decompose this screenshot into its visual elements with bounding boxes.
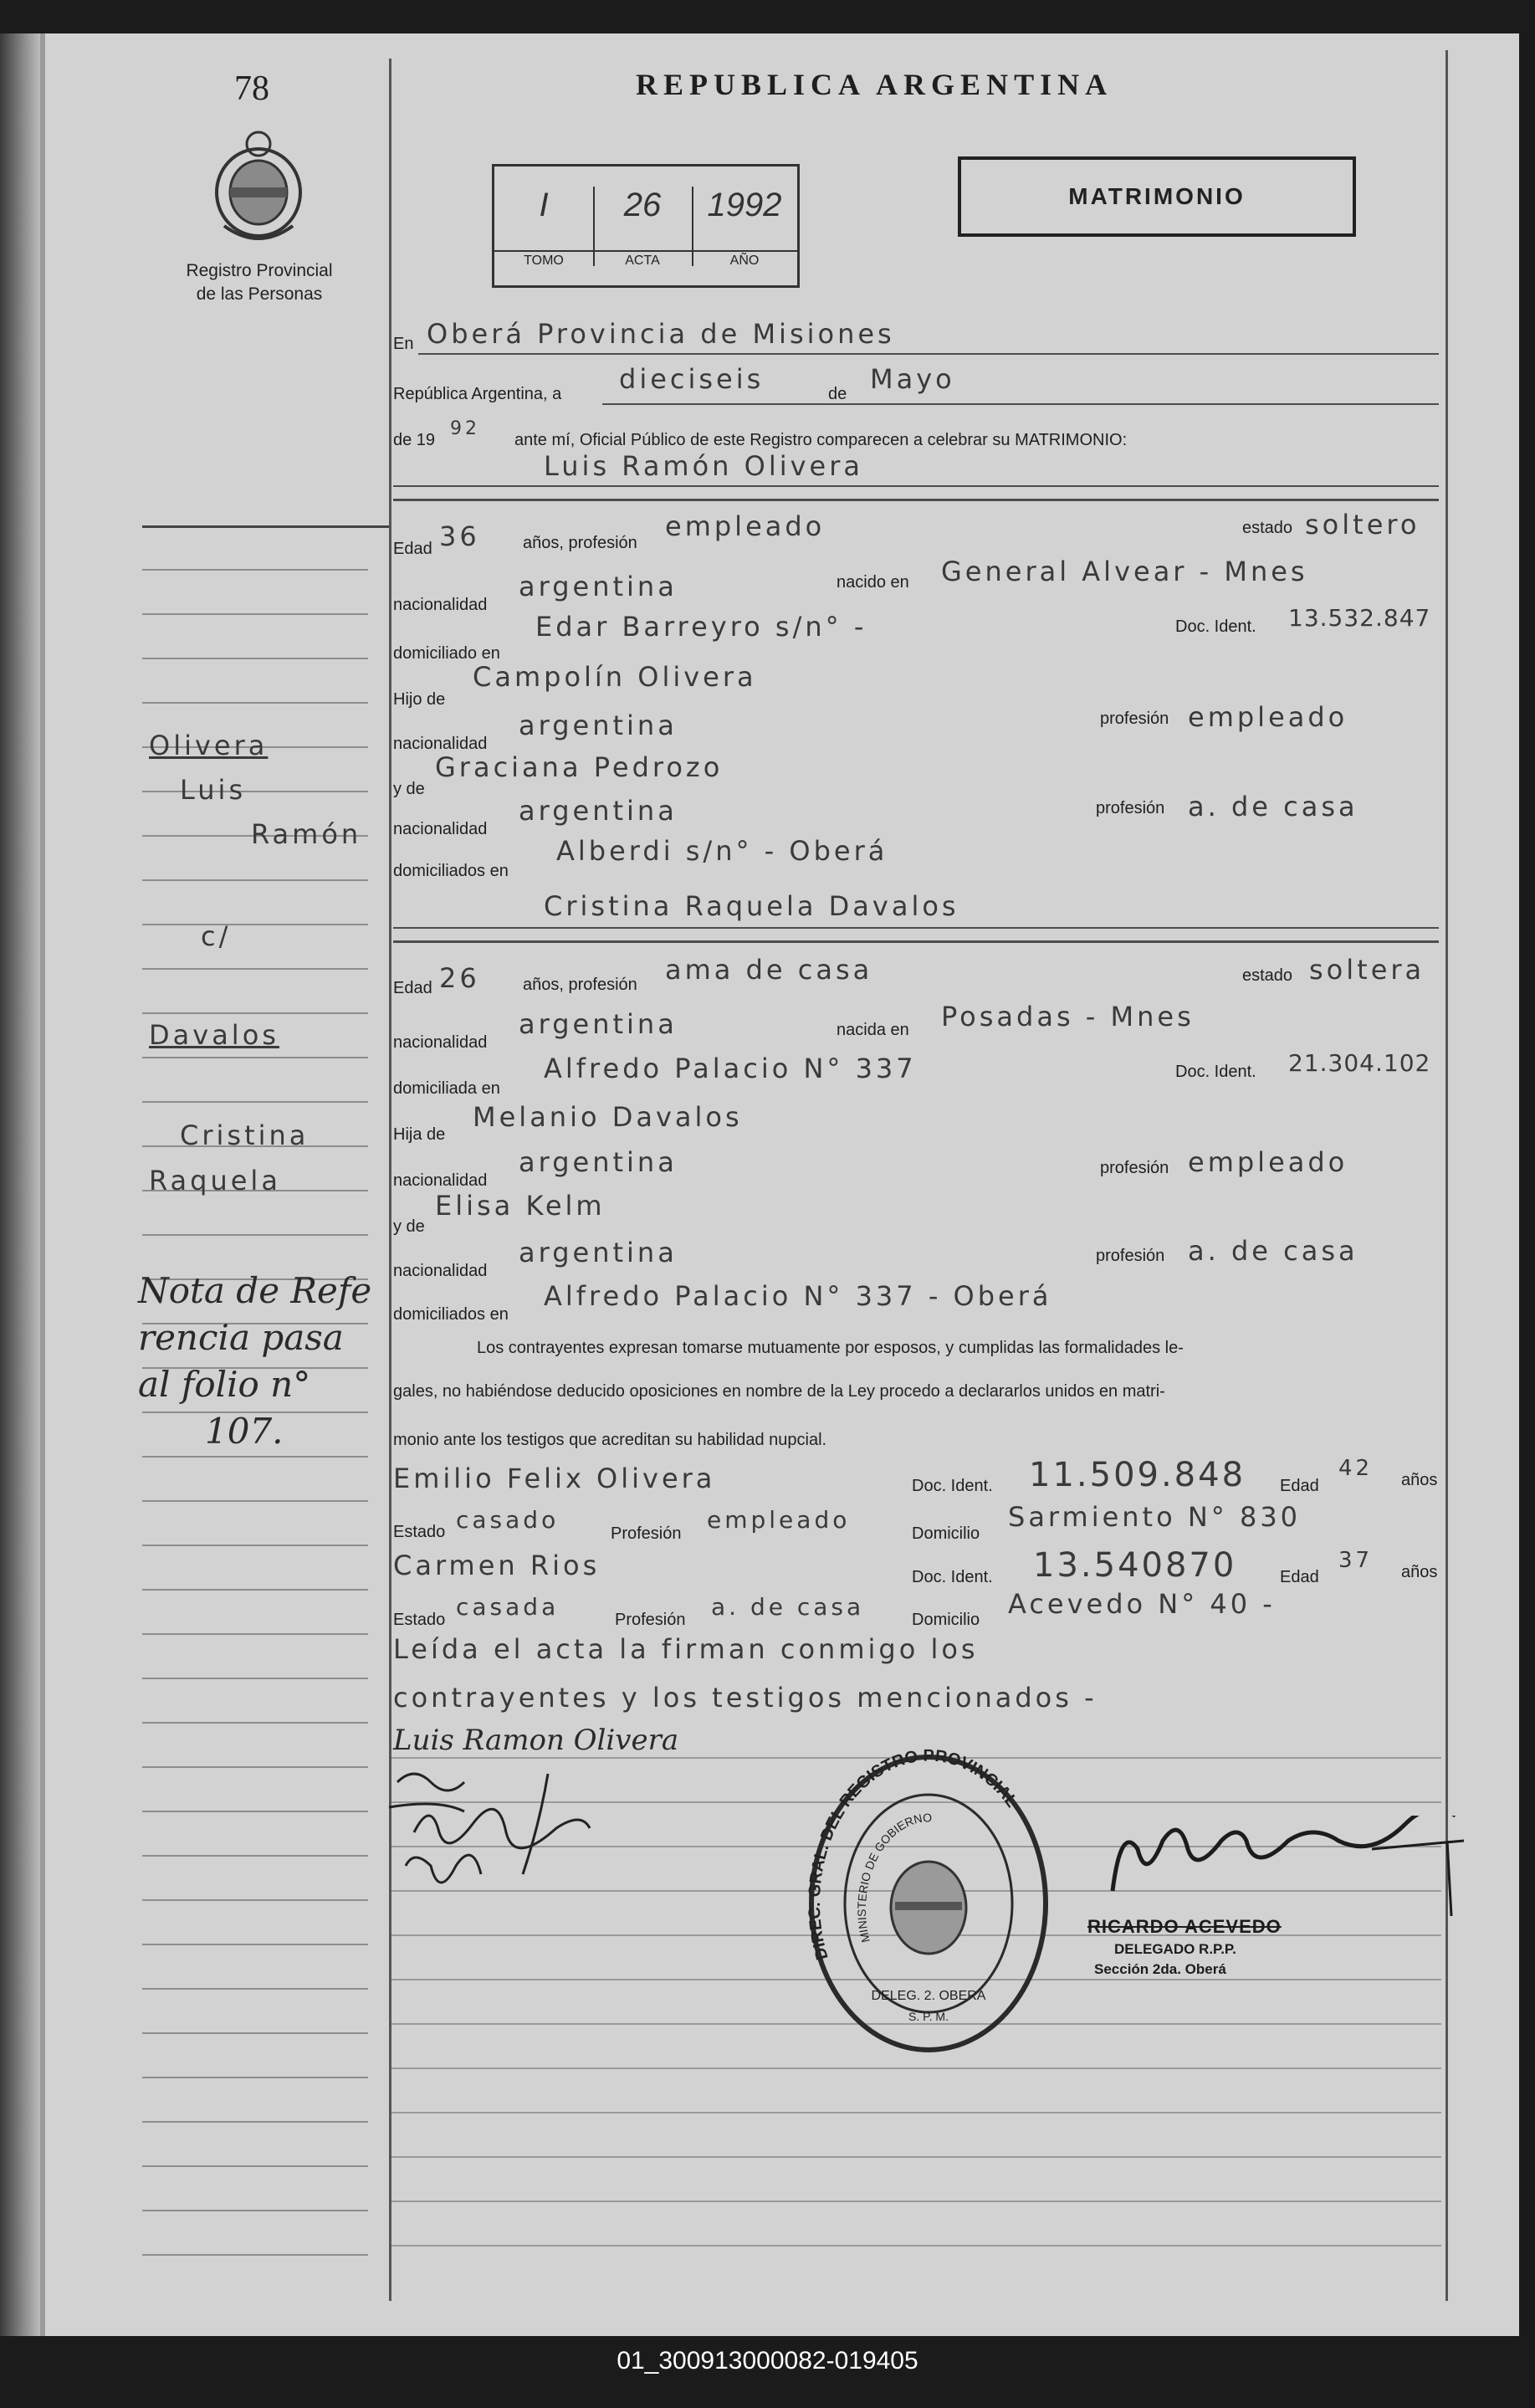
- registry-stamp: [803, 1749, 1054, 2058]
- stamp-emblem-icon: [891, 1862, 966, 1954]
- coat-of-arms-icon: [207, 126, 310, 243]
- witness-1-edad: 42: [1338, 1456, 1374, 1481]
- bride-yde-label: y de: [393, 1217, 425, 1236]
- margin-note-line-1: Nota de Refe: [138, 1270, 372, 1311]
- witness-1-domicilio-label: Domicilio: [912, 1524, 980, 1543]
- bride-hija-label: Hija de: [393, 1125, 446, 1144]
- en-label: En: [393, 335, 414, 353]
- groom-padre-nac-label: nacionalidad: [393, 735, 488, 753]
- groom-domiciliados-label: domiciliados en: [393, 862, 509, 880]
- groom-doc-label: Doc. Ident.: [1175, 617, 1256, 636]
- bride-madre-nac-label: nacionalidad: [393, 1262, 488, 1280]
- bride-madre-prof: a. de casa: [1188, 1235, 1358, 1267]
- groom-nacido: General Alvear - Mnes: [941, 556, 1308, 587]
- bride-estado: soltera: [1309, 954, 1425, 986]
- stamp-sub-text: S. P. M.: [908, 2010, 949, 2023]
- groom-yde-label: y de: [393, 780, 425, 798]
- groom-estado: soltero: [1305, 509, 1420, 541]
- margin-bride-surname: Davalos: [149, 1019, 279, 1051]
- witness-2-name: Carmen Rios: [393, 1550, 601, 1581]
- bride-name: Cristina Raquela Davalos: [544, 890, 959, 922]
- margin-note-line-3: al folio n°: [138, 1364, 311, 1405]
- de-label: de: [828, 385, 847, 403]
- delegate-signature: [1096, 1816, 1481, 1924]
- groom-nacido-label: nacido en: [837, 573, 909, 592]
- witness-2-estado-label: Estado: [393, 1611, 446, 1629]
- margin-bride-given-2: Raquela: [149, 1165, 281, 1196]
- witness-1-estado: casado: [456, 1506, 560, 1534]
- groom-padre: Campolín Olivera: [473, 661, 757, 693]
- margin-bride-given-1: Cristina: [180, 1119, 310, 1151]
- margin-note-line-2: rencia pasa: [138, 1317, 344, 1358]
- stamp-inner-text: MINISTERIO DE GOBIERNO: [854, 1811, 933, 1944]
- witness-1-doc: 11.509.848: [1029, 1456, 1246, 1494]
- groom-signature: Luis Ramon Olivera: [393, 1724, 679, 1757]
- delegate-section: Sección 2da. Oberá: [1094, 1961, 1226, 1977]
- matrimonio-box: MATRIMONIO: [958, 156, 1356, 237]
- groom-madre-prof: a. de casa: [1188, 791, 1358, 822]
- delegate-name: RICARDO ACEVEDO: [1087, 1916, 1282, 1937]
- groom-padre-prof-label: profesión: [1100, 710, 1169, 728]
- witness-2-estado: casada: [456, 1593, 560, 1621]
- groom-madre: Graciana Pedrozo: [435, 751, 724, 783]
- bride-padre: Melanio Davalos: [473, 1101, 743, 1133]
- ano-value: 1992: [707, 187, 782, 223]
- groom-nacionalidad-label: nacionalidad: [393, 596, 488, 614]
- declaration-line-1: Los contrayentes expresan tomarse mutuamente por esposos, y cumplidas las formalidades le-: [477, 1339, 1184, 1357]
- bride-estado-label: estado: [1242, 966, 1293, 985]
- bride-padre-prof: empleado: [1188, 1146, 1348, 1178]
- groom-edad: 36: [439, 520, 480, 552]
- registry-line-2: de las Personas: [196, 284, 323, 304]
- witness-2-profesion: a. de casa: [711, 1593, 865, 1621]
- witness-1-domicilio: Sarmiento N° 830: [1008, 1501, 1302, 1533]
- groom-estado-label: estado: [1242, 519, 1293, 537]
- groom-hijo-label: Hijo de: [393, 690, 446, 709]
- witness-2-profesion-label: Profesión: [615, 1611, 686, 1629]
- margin-rule-top: [142, 525, 389, 528]
- day-value: dieciseis: [619, 363, 765, 395]
- witness-1-anos-label: años: [1401, 1471, 1438, 1489]
- margin-conjunction: c/: [201, 920, 232, 952]
- registry-line-1: Registro Provincial: [186, 261, 333, 280]
- groom-edad-label: Edad: [393, 540, 432, 558]
- bride-padre-prof-label: profesión: [1100, 1159, 1169, 1177]
- column-divider: [389, 59, 391, 2301]
- groom-anos-profesion-label: años, profesión: [523, 534, 637, 552]
- bride-padres-domicilio: Alfredo Palacio N° 337 - Oberá: [544, 1280, 1052, 1312]
- right-border: [1445, 50, 1448, 2301]
- margin-note-line-4: 107.: [205, 1411, 284, 1452]
- groom-profesion: empleado: [665, 510, 826, 542]
- witness-2-anos-label: años: [1401, 1563, 1438, 1581]
- bride-edad-label: Edad: [393, 979, 432, 997]
- footer-id: 01_300913000082-019405: [617, 2347, 918, 2375]
- ante-text: ante mí, Oficial Público de este Registro comparecen a celebrar su MATRIMONIO:: [514, 431, 1128, 449]
- republica-label: República Argentina, a: [393, 385, 562, 403]
- groom-padre-prof: empleado: [1188, 701, 1348, 733]
- groom-madre-nac-label: nacionalidad: [393, 820, 488, 838]
- groom-padre-nac: argentina: [519, 710, 678, 741]
- groom-name: Luis Ramón Olivera: [544, 450, 863, 482]
- acta-value: 26: [623, 187, 662, 223]
- witness-1-edad-label: Edad: [1280, 1477, 1319, 1495]
- witness-2-domicilio-label: Domicilio: [912, 1611, 980, 1629]
- groom-padres-domicilio: Alberdi s/n° - Oberá: [556, 835, 888, 867]
- tomo-value: I: [539, 187, 549, 223]
- bride-madre-prof-label: profesión: [1096, 1247, 1165, 1265]
- witness-1-name: Emilio Felix Olivera: [393, 1463, 716, 1494]
- book-binding: [0, 33, 40, 2336]
- stamp-ring-text: DIREC. GRAL. DEL REGISTRO PROVINCIAL: [805, 1749, 1021, 1962]
- bride-domicilio: Alfredo Palacio N° 337: [544, 1053, 917, 1084]
- bride-domiciliada-label: domiciliada en: [393, 1079, 500, 1098]
- bride-profesion: ama de casa: [665, 954, 873, 986]
- witness-2-domicilio: Acevedo N° 40 -: [1008, 1588, 1276, 1620]
- witness-2-doc-label: Doc. Ident.: [912, 1568, 993, 1586]
- bride-nacida-label: nacida en: [837, 1021, 909, 1039]
- year-suffix: 92: [450, 418, 480, 439]
- ano-label: AÑO: [729, 254, 760, 268]
- page-number: 78: [234, 69, 269, 108]
- witness-1-profesion: empleado: [707, 1506, 851, 1534]
- groom-domicilio: Edar Barreyro s/n° -: [535, 611, 867, 643]
- bride-madre-nac: argentina: [519, 1237, 678, 1268]
- witness-1-estado-label: Estado: [393, 1523, 446, 1541]
- bride-madre: Elisa Kelm: [435, 1190, 606, 1222]
- de19-label: de 19: [393, 431, 436, 449]
- groom-domiciliado-label: domiciliado en: [393, 644, 500, 663]
- margin-groom-surname: Olivera: [149, 730, 269, 761]
- bride-padre-nac: argentina: [519, 1146, 678, 1178]
- bride-doc: 21.304.102: [1288, 1049, 1431, 1077]
- delegate-title: DELEGADO R.P.P.: [1114, 1941, 1236, 1957]
- witness-1-doc-label: Doc. Ident.: [912, 1477, 993, 1495]
- groom-madre-prof-label: profesión: [1096, 799, 1165, 817]
- bride-anos-profesion-label: años, profesión: [523, 976, 637, 994]
- declaration-line-2: gales, no habiéndose deducido oposiciones en nombre de la Ley procedo a declararlos unidos en matri-: [393, 1382, 1165, 1401]
- bride-domiciliados-label: domiciliados en: [393, 1305, 509, 1324]
- bride-nacionalidad-label: nacionalidad: [393, 1033, 488, 1052]
- place-value: Oberá Provincia de Misiones: [427, 318, 895, 350]
- groom-madre-nac: argentina: [519, 795, 678, 827]
- bride-nacida: Posadas - Mnes: [941, 1001, 1195, 1032]
- witness-2-doc: 13.540870: [1033, 1546, 1237, 1585]
- declaration-line-3: monio ante los testigos que acreditan su habilidad nupcial.: [393, 1431, 827, 1449]
- month-value: Mayo: [870, 363, 955, 395]
- tomo-label: TOMO: [524, 254, 564, 268]
- witness-2-edad-label: Edad: [1280, 1568, 1319, 1586]
- register-box: [492, 164, 800, 288]
- registry-name: [155, 259, 364, 306]
- groom-doc: 13.532.847: [1288, 604, 1431, 632]
- stamp-bottom-text: DELEG. 2. OBERA: [871, 1989, 986, 2003]
- signatures-scrawl: [381, 1757, 665, 1924]
- groom-nacionalidad: argentina: [519, 571, 678, 602]
- bride-doc-label: Doc. Ident.: [1175, 1063, 1256, 1081]
- closing-line-2: contrayentes y los testigos mencionados -: [393, 1682, 1098, 1714]
- margin-groom-given-1: Luis: [180, 774, 247, 806]
- bride-nacionalidad: argentina: [519, 1008, 678, 1040]
- bride-padre-nac-label: nacionalidad: [393, 1171, 488, 1190]
- bride-edad: 26: [439, 962, 480, 994]
- acta-label: ACTA: [625, 254, 660, 268]
- witness-2-edad: 37: [1338, 1548, 1374, 1573]
- country-header: REPUBLICA ARGENTINA: [636, 68, 1113, 101]
- closing-line-1: Leída el acta la firman conmigo los: [393, 1633, 979, 1665]
- witness-1-profesion-label: Profesión: [611, 1524, 682, 1543]
- margin-groom-given-2: Ramón: [251, 818, 362, 850]
- delegate-block: [1087, 1916, 1282, 1978]
